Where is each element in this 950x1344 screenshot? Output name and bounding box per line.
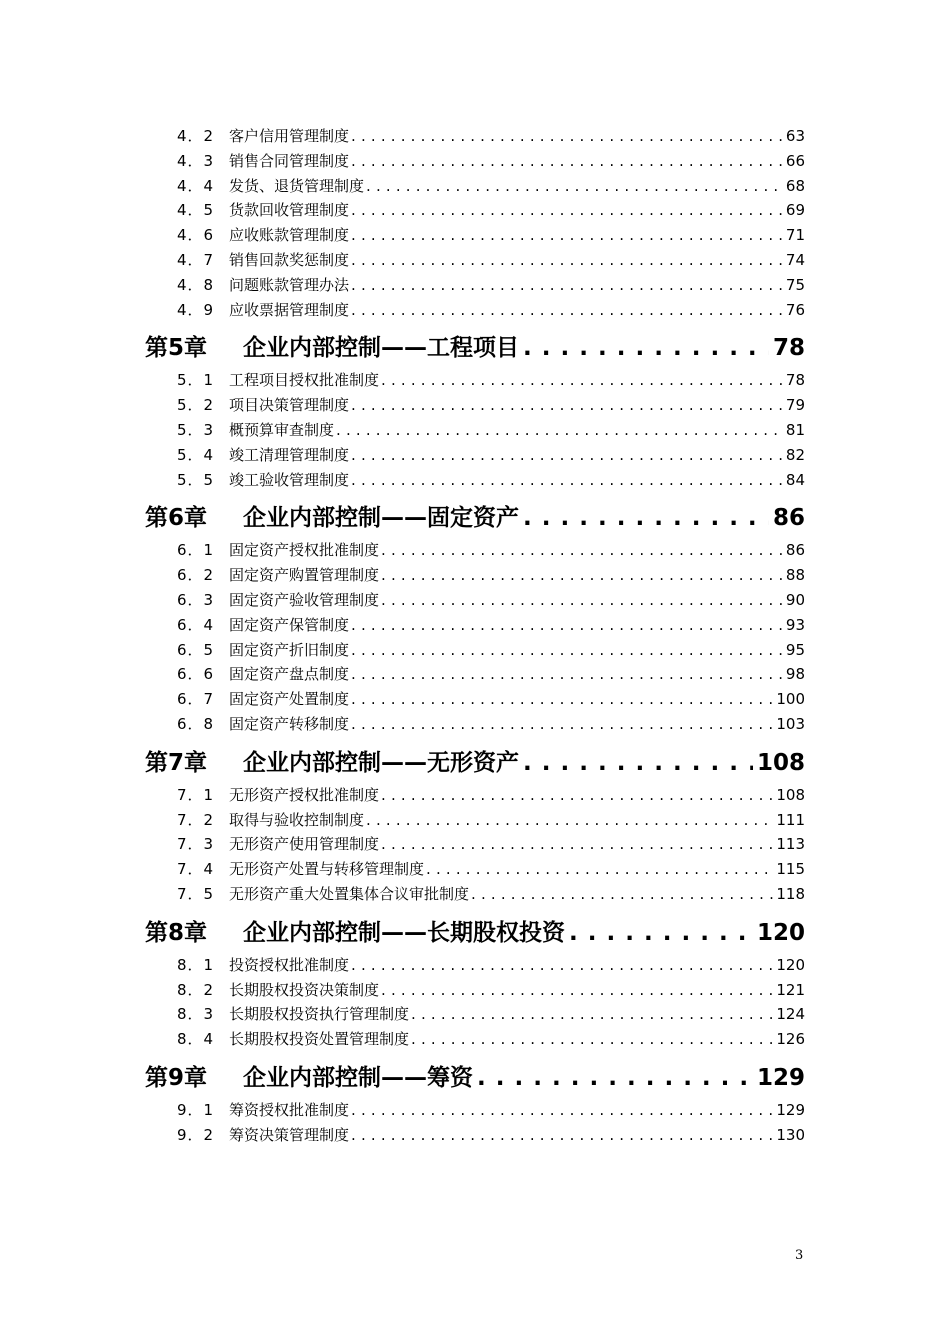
dot-leader — [351, 712, 774, 737]
page-ref: 103 — [776, 714, 805, 733]
page-ref: 120 — [776, 955, 805, 974]
dot-leader — [381, 588, 784, 613]
section-title: 销售回款奖惩制度 — [229, 250, 350, 269]
toc-section-entry[interactable] — [145, 1098, 805, 1123]
chapter-number: 第5章 — [145, 335, 208, 362]
toc-chapter-entry[interactable] — [145, 330, 805, 366]
page-ref: 78 — [772, 335, 805, 362]
dot-leader — [381, 563, 784, 588]
toc-section-entry[interactable] — [145, 368, 805, 393]
toc-section-entry[interactable] — [145, 418, 805, 443]
chapter-number: 第8章 — [145, 919, 208, 946]
page-ref: 86 — [785, 541, 805, 560]
dot-leader — [477, 1060, 753, 1096]
section-number: 6．3 — [177, 590, 215, 609]
section-number: 7．5 — [177, 884, 215, 903]
section-number: 6．7 — [177, 690, 215, 709]
section-number: 5．5 — [177, 470, 215, 489]
page-ref: 95 — [785, 640, 805, 659]
dot-leader — [411, 1027, 774, 1052]
section-number: 6．5 — [177, 640, 215, 659]
toc-section-entry[interactable] — [145, 273, 805, 298]
section-number: 4．7 — [177, 250, 215, 269]
toc-section-entry[interactable] — [145, 198, 805, 223]
section-number: 4．8 — [177, 275, 215, 294]
page-ref: 108 — [776, 785, 805, 804]
section-title: 无形资产重大处置集体合议审批制度 — [229, 884, 470, 903]
section-title: 发货、退货管理制度 — [229, 176, 365, 195]
dot-leader — [351, 1098, 774, 1123]
page-ref: 66 — [785, 151, 805, 170]
toc-chapter-entry[interactable] — [145, 1060, 805, 1096]
page-ref: 68 — [785, 176, 805, 195]
page-ref: 71 — [785, 226, 805, 245]
toc-section-entry[interactable] — [145, 174, 805, 199]
section-title: 取得与验收控制制度 — [229, 810, 365, 829]
chapter-number: 第7章 — [145, 749, 208, 776]
toc-section-entry[interactable] — [145, 468, 805, 493]
page-ref: 129 — [776, 1100, 805, 1119]
dot-leader — [523, 500, 769, 536]
section-number: 8．1 — [177, 955, 215, 974]
toc-section-entry[interactable] — [145, 149, 805, 174]
section-title: 筹资授权批准制度 — [229, 1100, 350, 1119]
section-number: 9．2 — [177, 1125, 215, 1144]
page-ref: 69 — [785, 201, 805, 220]
dot-leader — [351, 149, 784, 174]
dot-leader — [351, 198, 784, 223]
toc-section-entry[interactable] — [145, 588, 805, 613]
page-ref: 100 — [776, 690, 805, 709]
page-ref: 126 — [776, 1030, 805, 1049]
section-number: 6．8 — [177, 714, 215, 733]
section-title: 固定资产保管制度 — [229, 615, 350, 634]
chapter-title: 企业内部控制——无形资产 — [243, 749, 519, 776]
dot-leader — [351, 662, 784, 687]
dot-leader — [351, 468, 784, 493]
dot-leader — [523, 745, 753, 781]
chapter-title: 企业内部控制——长期股权投资 — [243, 919, 565, 946]
toc-chapter-entry[interactable] — [145, 745, 805, 781]
section-title: 长期股权投资决策制度 — [229, 980, 380, 999]
section-number: 6．4 — [177, 615, 215, 634]
page-ref: 78 — [785, 371, 805, 390]
toc-section-entry[interactable] — [145, 1123, 805, 1148]
toc-section-entry[interactable] — [145, 832, 805, 857]
page-ref: 81 — [785, 420, 805, 439]
page-ref: 115 — [776, 860, 805, 879]
section-number: 7．3 — [177, 835, 215, 854]
page-ref: 63 — [785, 127, 805, 145]
toc-section-entry[interactable] — [145, 298, 805, 323]
dot-leader — [351, 443, 784, 468]
page-ref: 98 — [785, 665, 805, 684]
section-title: 销售合同管理制度 — [229, 151, 350, 170]
section-title: 竣工验收管理制度 — [229, 470, 350, 489]
page-ref: 74 — [785, 250, 805, 269]
dot-leader — [351, 393, 784, 418]
dot-leader — [381, 538, 784, 563]
page-ref: 90 — [785, 590, 805, 609]
dot-leader — [569, 915, 753, 951]
dot-leader — [351, 248, 784, 273]
toc-section-entry[interactable] — [145, 223, 805, 248]
section-number: 7．4 — [177, 860, 215, 879]
page-ref: 129 — [756, 1064, 805, 1091]
section-number: 5．1 — [177, 371, 215, 390]
toc-section-entry[interactable] — [145, 443, 805, 468]
section-title: 工程项目授权批准制度 — [229, 371, 380, 390]
dot-leader — [351, 273, 784, 298]
chapter-title: 企业内部控制——固定资产 — [243, 505, 519, 532]
toc-section-entry[interactable] — [145, 393, 805, 418]
section-number: 4．3 — [177, 151, 215, 170]
dot-leader — [381, 832, 774, 857]
section-number: 5．3 — [177, 420, 215, 439]
dot-leader — [351, 298, 784, 323]
dot-leader — [366, 174, 784, 199]
toc-chapter-entry[interactable] — [145, 500, 805, 536]
section-number: 9．1 — [177, 1100, 215, 1119]
toc-section-entry[interactable] — [145, 808, 805, 833]
section-number: 8．2 — [177, 980, 215, 999]
section-title: 固定资产盘点制度 — [229, 665, 350, 684]
toc-chapter-entry[interactable] — [145, 915, 805, 951]
page-number: 3 — [795, 1248, 804, 1263]
dot-leader — [351, 124, 784, 149]
section-number: 7．2 — [177, 810, 215, 829]
page-ref: 111 — [776, 810, 805, 829]
dot-leader — [351, 1123, 774, 1148]
section-title: 长期股权投资处置管理制度 — [229, 1030, 410, 1049]
page-ref: 82 — [785, 445, 805, 464]
section-title: 问题账款管理办法 — [229, 275, 350, 294]
toc-section-entry[interactable] — [145, 662, 805, 687]
toc-section-entry[interactable] — [145, 124, 805, 149]
dot-leader — [351, 223, 784, 248]
page-ref: 121 — [776, 980, 805, 999]
section-title: 固定资产授权批准制度 — [229, 541, 380, 560]
page-ref: 124 — [776, 1005, 805, 1024]
dot-leader — [426, 857, 774, 882]
chapter-title: 企业内部控制——工程项目 — [243, 335, 519, 362]
section-title: 固定资产转移制度 — [229, 714, 350, 733]
section-number: 4．9 — [177, 300, 215, 319]
toc-section-entry[interactable] — [145, 563, 805, 588]
toc-section-entry[interactable] — [145, 882, 805, 907]
dot-leader — [336, 418, 784, 443]
chapter-number: 第9章 — [145, 1064, 208, 1091]
toc-section-entry[interactable] — [145, 857, 805, 882]
toc-section-entry[interactable] — [145, 1027, 805, 1052]
toc-section-entry[interactable] — [145, 953, 805, 978]
section-number: 5．2 — [177, 396, 215, 415]
dot-leader — [351, 687, 774, 712]
section-number: 4．4 — [177, 176, 215, 195]
section-number: 4．2 — [177, 127, 215, 145]
table-of-contents — [145, 124, 805, 1148]
toc-section-entry[interactable] — [145, 538, 805, 563]
section-title: 固定资产验收管理制度 — [229, 590, 380, 609]
section-number: 8．3 — [177, 1005, 215, 1024]
section-title: 固定资产购置管理制度 — [229, 566, 380, 585]
page-ref: 76 — [785, 300, 805, 319]
section-title: 无形资产授权批准制度 — [229, 785, 380, 804]
toc-section-entry[interactable] — [145, 978, 805, 1003]
chapter-title: 企业内部控制——筹资 — [243, 1064, 473, 1091]
page-ref: 88 — [785, 566, 805, 585]
page-ref: 118 — [776, 884, 805, 903]
section-number: 7．1 — [177, 785, 215, 804]
page-ref: 86 — [772, 505, 805, 532]
page-ref: 108 — [756, 749, 805, 776]
section-title: 无形资产处置与转移管理制度 — [229, 860, 425, 879]
dot-leader — [351, 953, 774, 978]
toc-section-entry[interactable] — [145, 712, 805, 737]
toc-section-entry[interactable] — [145, 783, 805, 808]
section-title: 概预算审查制度 — [229, 420, 335, 439]
page-ref: 84 — [785, 470, 805, 489]
page-ref: 113 — [776, 835, 805, 854]
section-title: 筹资决策管理制度 — [229, 1125, 350, 1144]
section-title: 客户信用管理制度 — [229, 127, 350, 145]
toc-section-entry[interactable] — [145, 687, 805, 712]
section-title: 竣工清理管理制度 — [229, 445, 350, 464]
section-number: 6．2 — [177, 566, 215, 585]
section-title: 货款回收管理制度 — [229, 201, 350, 220]
page-ref: 120 — [756, 919, 805, 946]
dot-leader — [471, 882, 774, 907]
dot-leader — [411, 1002, 774, 1027]
dot-leader — [351, 613, 784, 638]
section-title: 固定资产处置制度 — [229, 690, 350, 709]
section-number: 4．5 — [177, 201, 215, 220]
dot-leader — [381, 783, 774, 808]
toc-section-entry[interactable] — [145, 248, 805, 273]
section-title: 应收票据管理制度 — [229, 300, 350, 319]
dot-leader — [366, 808, 774, 833]
section-number: 5．4 — [177, 445, 215, 464]
section-title: 长期股权投资执行管理制度 — [229, 1005, 410, 1024]
dot-leader — [381, 368, 784, 393]
section-number: 8．4 — [177, 1030, 215, 1049]
section-title: 投资授权批准制度 — [229, 955, 350, 974]
page-ref: 130 — [776, 1125, 805, 1144]
page-ref: 79 — [785, 396, 805, 415]
section-title: 项目决策管理制度 — [229, 396, 350, 415]
page-ref: 75 — [785, 275, 805, 294]
toc-section-entry[interactable] — [145, 613, 805, 638]
page-ref: 93 — [785, 615, 805, 634]
section-number: 6．1 — [177, 541, 215, 560]
section-title: 固定资产折旧制度 — [229, 640, 350, 659]
toc-section-entry[interactable] — [145, 1002, 805, 1027]
section-title: 应收账款管理制度 — [229, 226, 350, 245]
section-number: 6．6 — [177, 665, 215, 684]
dot-leader — [351, 638, 784, 663]
dot-leader — [381, 978, 774, 1003]
section-title: 无形资产使用管理制度 — [229, 835, 380, 854]
dot-leader — [523, 330, 769, 366]
section-number: 4．6 — [177, 226, 215, 245]
toc-section-entry[interactable] — [145, 638, 805, 663]
chapter-number: 第6章 — [145, 505, 208, 532]
